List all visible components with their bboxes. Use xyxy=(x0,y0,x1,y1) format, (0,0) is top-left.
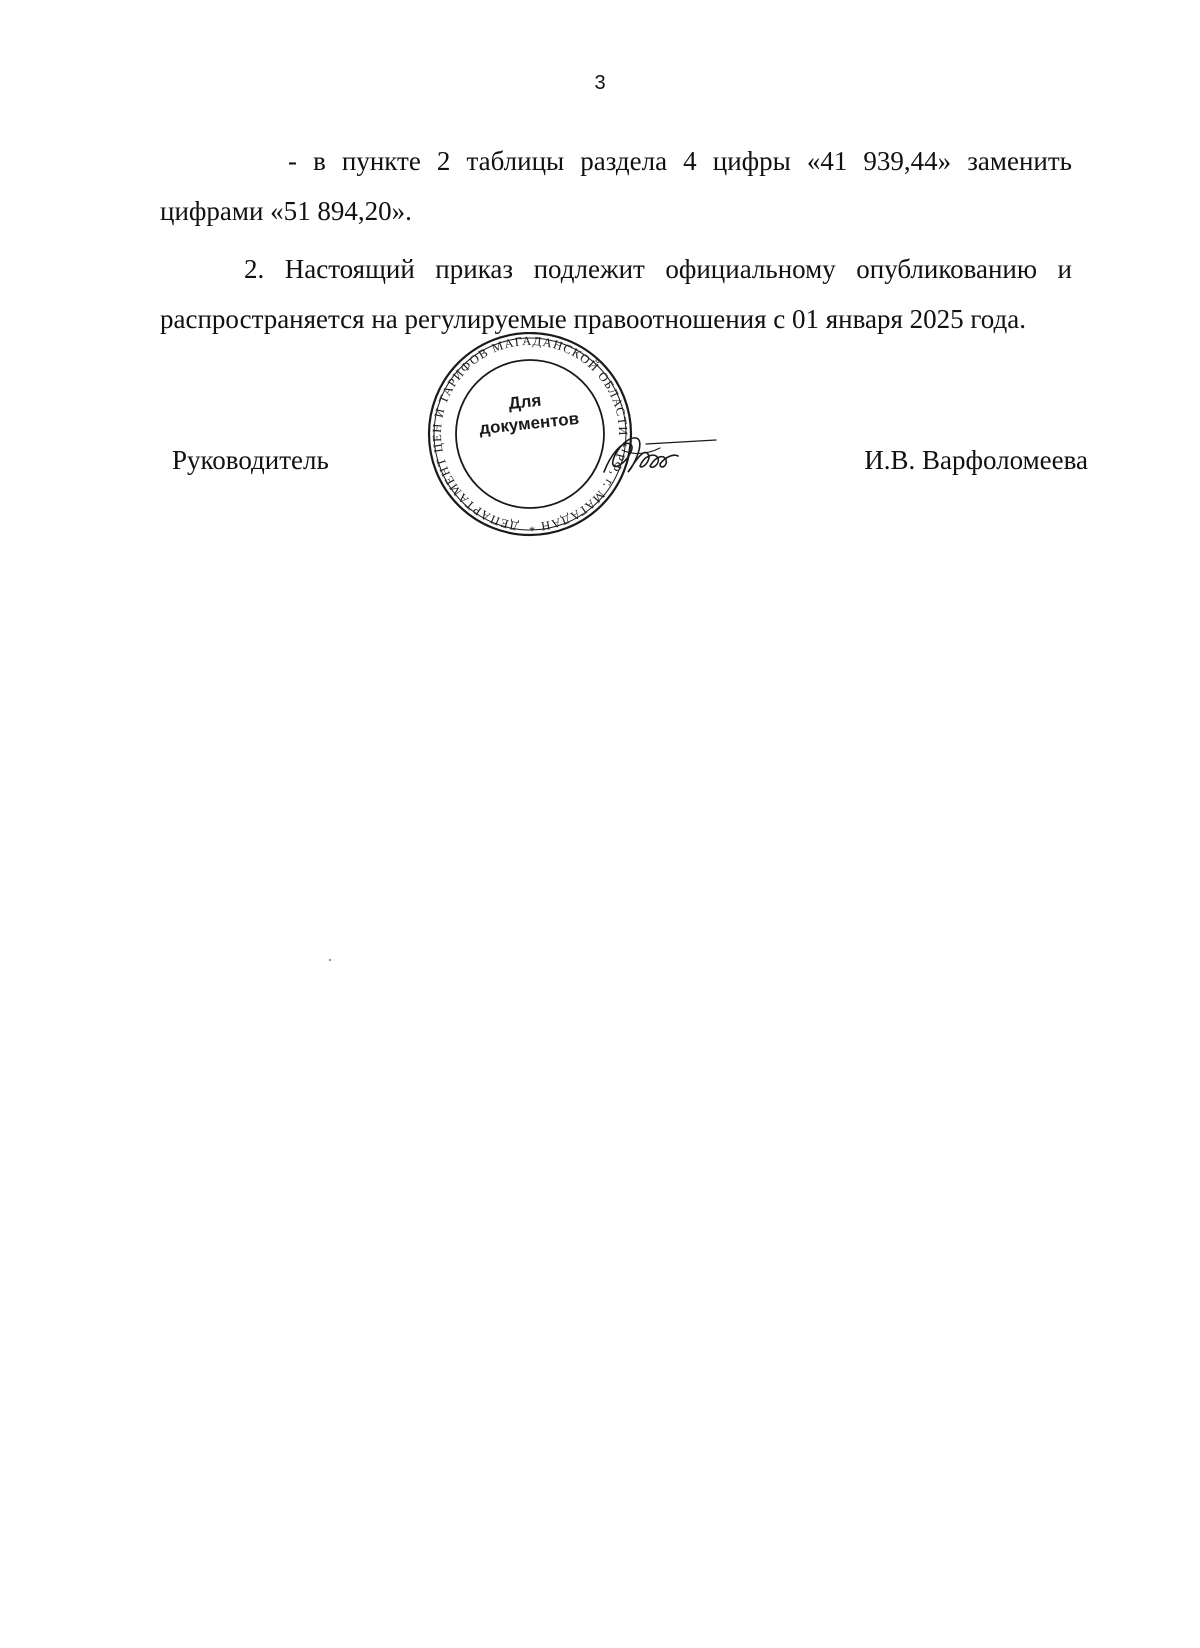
scan-speck xyxy=(329,959,331,961)
handwritten-signature xyxy=(600,426,718,486)
stamp-ring-text: ДЕПАРТАМЕНТ ЦЕН И ТАРИФОВ МАГАДАНСКОЙ ОБЛАСТИ * РФ, г. МАГАДАН * xyxy=(429,333,631,535)
paragraph-line: распространяется на регулируемые правоотношения с 01 января 2025 года. xyxy=(160,304,1027,334)
stamp-center-line2: документов xyxy=(478,408,580,439)
stamp-center-line1: Для xyxy=(507,390,543,414)
paragraph-line: 2. Настоящий приказ подлежит официальному опубликованию и xyxy=(244,254,1072,284)
signatory-name: И.В. Варфоломеева xyxy=(864,445,1088,475)
signatory-role: Руководитель xyxy=(172,445,329,475)
page-number: 3 xyxy=(594,72,606,94)
paragraph-publication xyxy=(160,244,1072,344)
paragraph-line: цифрами «51 894,20». xyxy=(160,196,412,226)
paragraph-line: - в пункте 2 таблицы раздела 4 цифры «41 939,44» заменить xyxy=(288,146,1072,176)
paragraph-amendment xyxy=(160,136,1072,236)
